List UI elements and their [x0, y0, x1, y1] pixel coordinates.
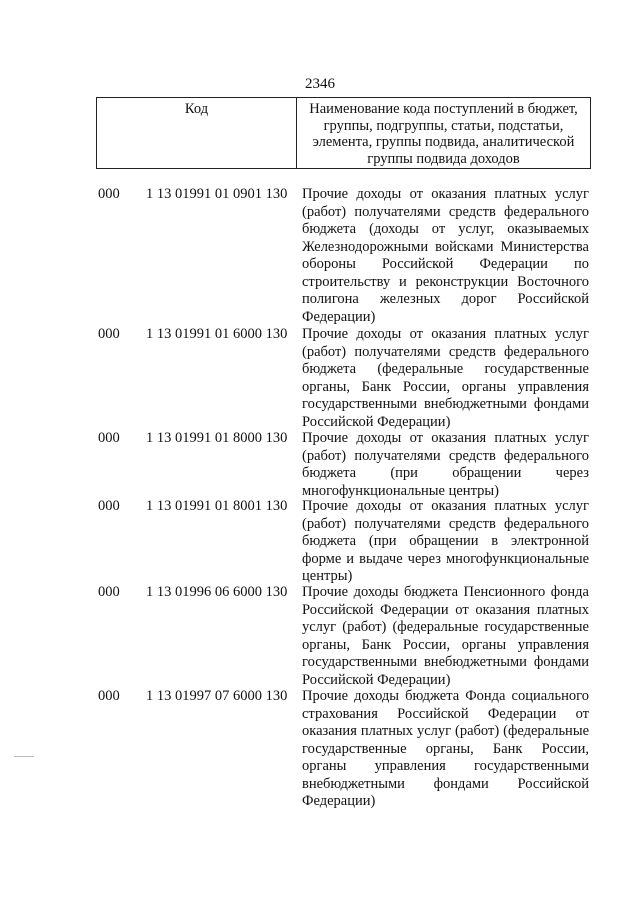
income-code: 1 13 01991 01 8000 130	[146, 430, 288, 446]
income-code: 1 13 01997 07 6000 130	[146, 688, 288, 704]
admin-code: 000	[98, 326, 120, 342]
table-row	[0, 498, 640, 584]
table-row	[0, 584, 640, 688]
income-code: 1 13 01991 01 6000 130	[146, 326, 288, 342]
table-row	[0, 186, 640, 326]
income-code: 1 13 01991 01 8001 130	[146, 498, 288, 514]
income-code: 1 13 01991 01 0901 130	[146, 186, 288, 202]
income-description: Прочие доходы бюджета Фонда социального страхования Российской Федерации от оказания платных услуг (работ) (федеральные государственные органы, Банк России, органы управления государственными внебюджетными фондами Российской Федерации)	[302, 688, 589, 809]
table-row	[0, 688, 640, 808]
income-code-list	[0, 186, 640, 808]
income-code: 1 13 01996 06 6000 130	[146, 584, 288, 600]
income-description: Прочие доходы от оказания платных услуг (работ) получателями средств федерального бюджета (федеральные государственные органы, Банк России, органы управления государственными внебюджетными фондами Российской Федерации)	[302, 326, 589, 430]
admin-code: 000	[98, 430, 120, 446]
admin-code: 000	[98, 186, 120, 202]
page-number: 2346	[305, 76, 335, 92]
admin-code: 000	[98, 688, 120, 704]
admin-code: 000	[98, 498, 120, 514]
header-name-column: Наименование кода поступлений в бюджет, группы, подгруппы, статьи, подстатьи, элемента, группы подвида, аналитической группы подвида доходов	[309, 101, 578, 167]
income-description: Прочие доходы от оказания платных услуг (работ) получателями средств федерального бюджета (при обращении в электронной форме и выдаче через многофункциональные центры)	[302, 498, 589, 584]
income-description: Прочие доходы от оказания платных услуг (работ) получателями средств федерального бюджета (доходы от услуг, оказываемых Железнодорожными войсками Министерства обороны Российской Федерации по строительству и реконструкции Восточного полигона железных дорог Российской Федерации)	[302, 186, 589, 325]
income-description: Прочие доходы от оказания платных услуг (работ) получателями средств федерального бюджета (при обращении через многофункциональные центры)	[302, 430, 589, 499]
table-row	[0, 326, 640, 430]
scan-mark	[14, 756, 34, 757]
admin-code: 000	[98, 584, 120, 600]
table-row	[0, 430, 640, 498]
income-description: Прочие доходы бюджета Пенсионного фонда Российской Федерации от оказания платных услуг (работ) (федеральные государственные органы, Банк России, органы управления государственными внебюджетными фондами Российской Федерации)	[302, 584, 589, 688]
header-code-column: Код	[97, 98, 297, 168]
table-header	[96, 97, 591, 169]
